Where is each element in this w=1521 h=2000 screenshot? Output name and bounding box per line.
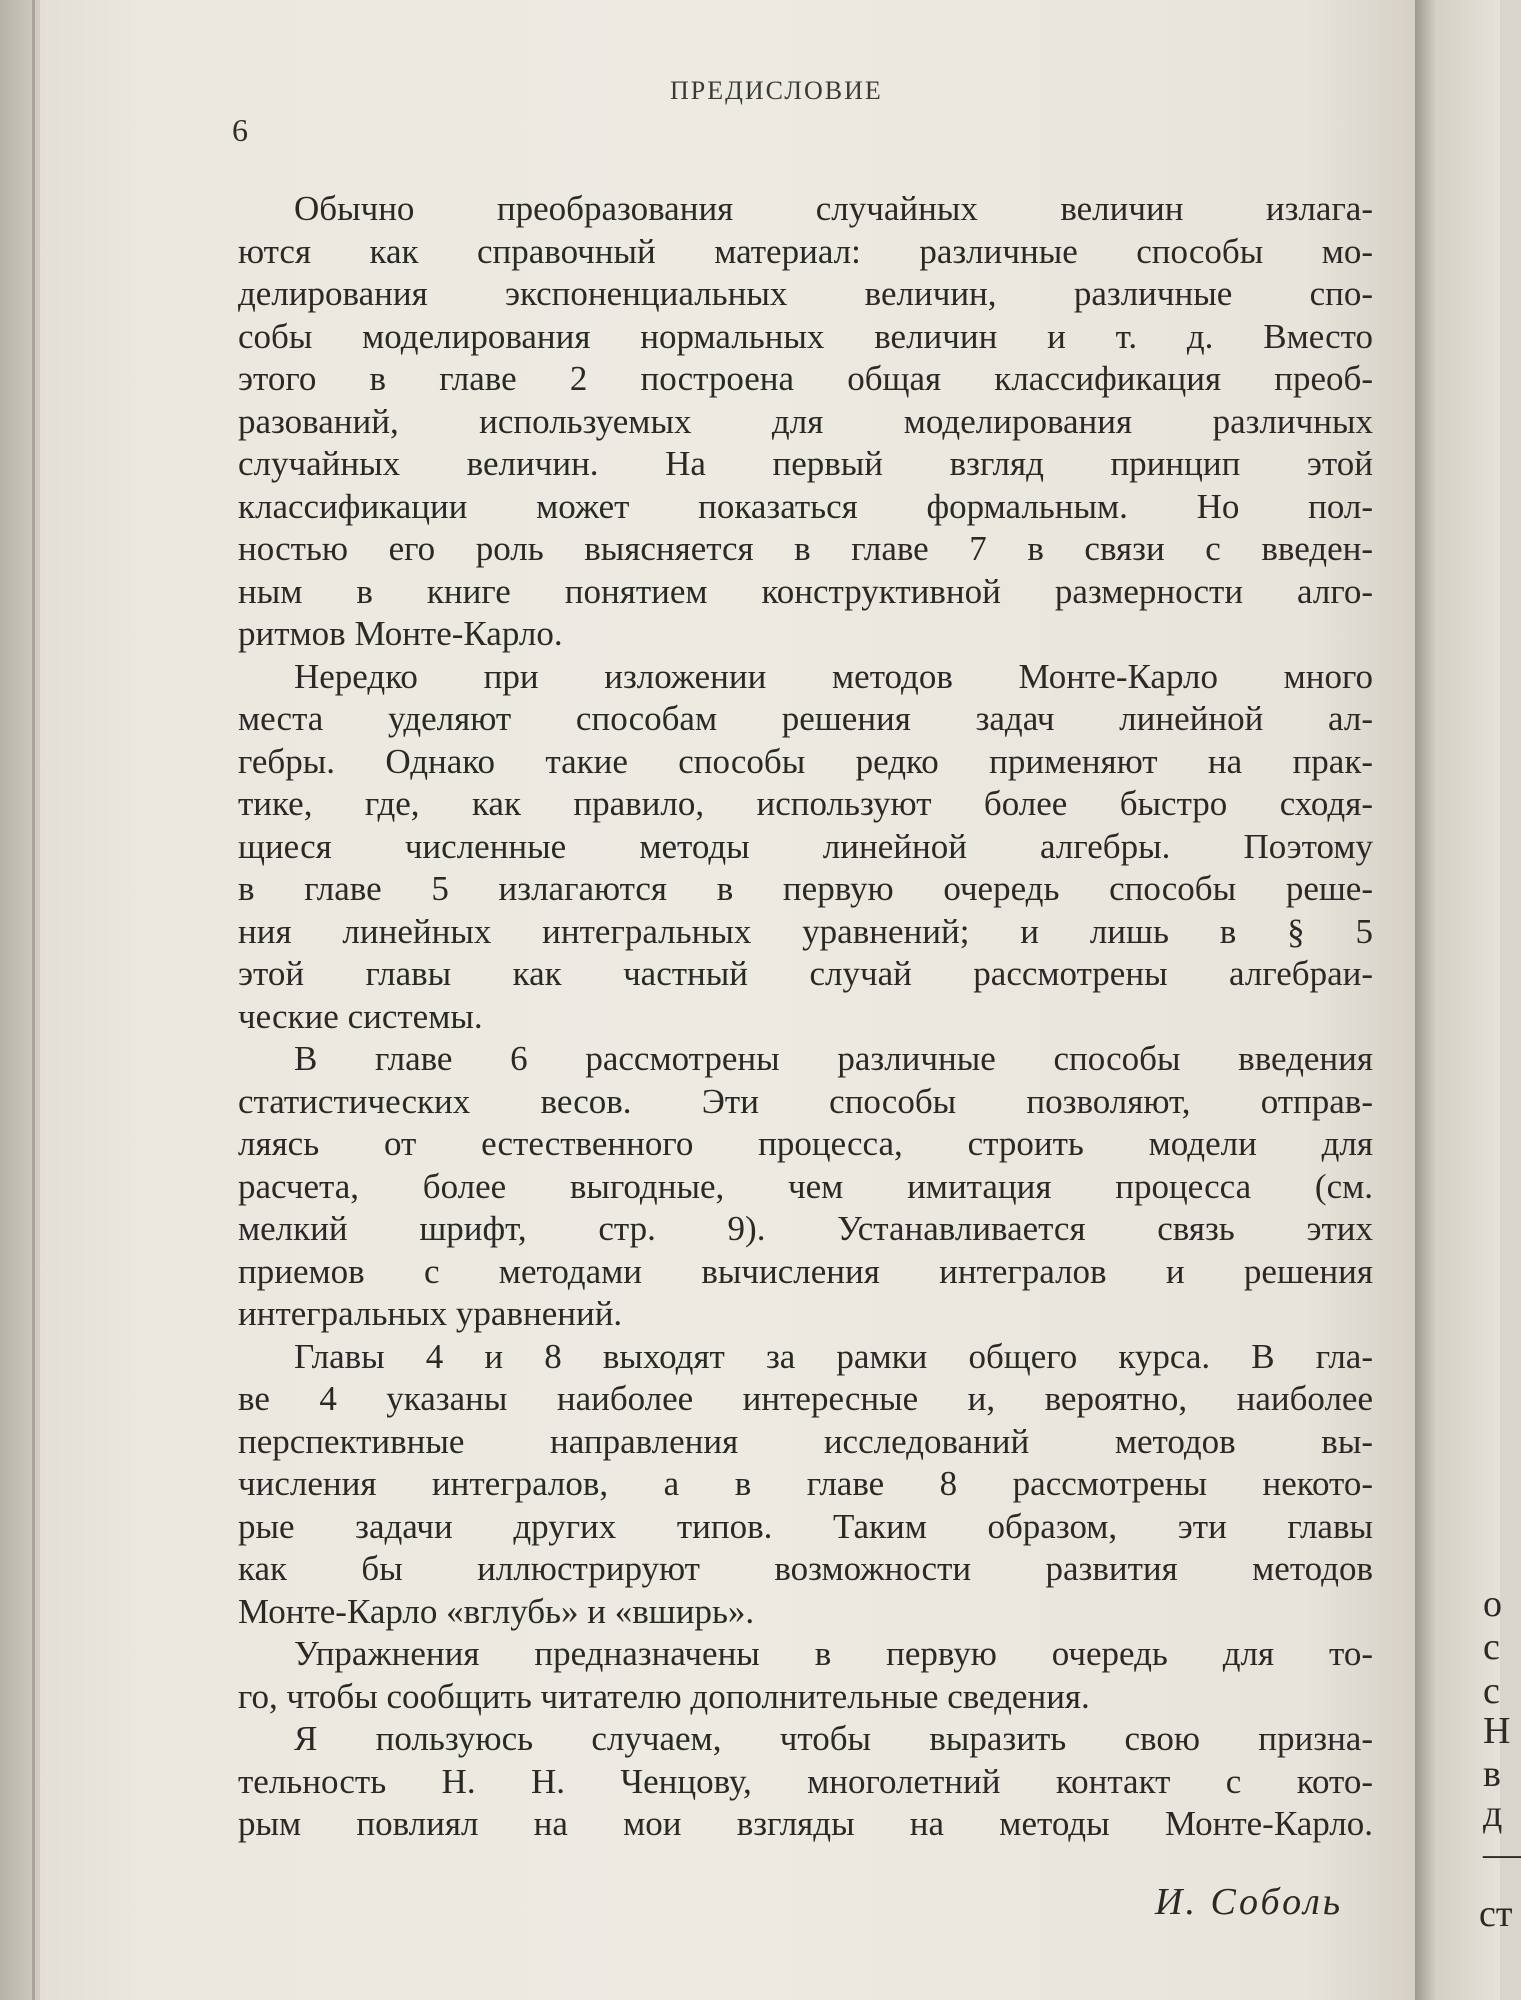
paragraph	[238, 1336, 1373, 1634]
text-line: Упражнения предназначены в первую очередь для то-	[294, 1634, 1373, 1673]
text-line: собы моделирования нормальных величин и т. д. Вместо	[238, 316, 1373, 356]
adjacent-page-fragment: с	[1483, 1670, 1500, 1712]
spine-edge	[32, 0, 35, 2000]
adjacent-page-fragment: Н	[1483, 1710, 1511, 1752]
text-line: Обычно преобразования случайных величин излага-	[294, 189, 1373, 228]
text-line: Главы 4 и 8 выходят за рамки общего курса. В гла-	[294, 1336, 1373, 1376]
text-line: ния линейных интегральных уравнений; и лишь в § 5	[238, 911, 1373, 951]
text-line: ным в книге понятием конструктивной размерности алго-	[238, 571, 1373, 611]
adjacent-page-fragment: с	[1483, 1626, 1500, 1668]
text-line: перспективные направления исследований методов вы-	[238, 1421, 1373, 1461]
text-line: Монте-Карло «вглубь» и «вширь».	[238, 1591, 755, 1631]
text-line: мелкий шрифт, стр. 9). Устанавливается связь этих	[238, 1209, 1373, 1248]
text-line: делирования экспоненциальных величин, различные спо-	[238, 274, 1373, 313]
text-line: ляясь от естественного процесса, строить модели для	[238, 1124, 1373, 1163]
paragraph	[238, 1633, 1373, 1718]
text-line: как бы иллюстрируют возможности развития методов	[238, 1549, 1373, 1588]
text-line: статистических весов. Эти способы позволяют, отправ-	[238, 1081, 1373, 1121]
text-line: этого в главе 2 построена общая классификация преоб-	[238, 359, 1373, 398]
text-line: рым повлиял на мои взгляды на методы Монте-Карло.	[238, 1804, 1373, 1843]
text-line: ются как справочный материал: различные способы мо-	[238, 231, 1373, 271]
text-line: этой главы как частный случай рассмотрены алгебраи-	[238, 954, 1373, 993]
paragraph	[238, 188, 1373, 656]
text-line: случайных величин. На первый взгляд принцип этой	[238, 444, 1373, 483]
text-line: гебры. Однако такие способы редко применяют на прак-	[238, 741, 1373, 781]
text-line: приемов с методами вычисления интегралов и решения	[238, 1251, 1373, 1291]
text-line: ве 4 указаны наиболее интересные и, вероятно, наиболее	[238, 1379, 1373, 1418]
text-line: тике, где, как правило, используют более быстро сходя-	[238, 784, 1373, 823]
text-line: тельность Н. Н. Ченцову, многолетний контакт с кото-	[238, 1761, 1373, 1801]
adjacent-page-fragment: д	[1483, 1793, 1503, 1835]
adjacent-page-fragment: о	[1483, 1583, 1502, 1625]
text-line: рые задачи других типов. Таким образом, эти главы	[238, 1506, 1373, 1546]
text-line: ритмов Монте-Карло.	[238, 614, 563, 653]
text-line: расчета, более выгодные, чем имитация процесса (см.	[238, 1166, 1373, 1206]
body-text	[238, 188, 1373, 1846]
text-line: Я пользуюсь случаем, чтобы выразить свою призна-	[294, 1719, 1373, 1758]
text-line: ностью его роль выясняется в главе 7 в связи с введен-	[238, 529, 1373, 568]
text-line: разований, используемых для моделирования различных	[238, 401, 1373, 441]
text-line: В главе 6 рассмотрены различные способы введения	[294, 1039, 1373, 1078]
text-line: классификации может показаться формальным. Но пол-	[238, 486, 1373, 526]
text-line: интегральных уравнений.	[238, 1294, 623, 1333]
adjacent-page-edge	[1415, 0, 1521, 2000]
page-number: 6	[232, 112, 248, 148]
running-head: ПРЕДИСЛОВИЕ	[670, 76, 883, 105]
adjacent-page-fragment: ст	[1479, 1893, 1513, 1935]
text-line: Нередко при изложении методов Монте-Карло много	[294, 656, 1373, 696]
text-line: щиеся численные методы линейной алгебры. Поэтому	[238, 826, 1373, 866]
text-line: числения интегралов, а в главе 8 рассмотрены некото-	[238, 1464, 1373, 1503]
paragraph	[238, 1718, 1373, 1846]
text-line: ческие системы.	[238, 996, 483, 1036]
adjacent-page-fragment: —	[1483, 1833, 1521, 1875]
adjacent-page-fragment: в	[1483, 1753, 1501, 1795]
author-signature: И. Соболь	[1155, 1881, 1344, 1923]
paragraph	[238, 656, 1373, 1039]
text-line: места уделяют способам решения задач линейной ал-	[238, 699, 1373, 738]
text-line: го, чтобы сообщить читателю дополнительные сведения.	[238, 1676, 1090, 1716]
paragraph	[238, 1038, 1373, 1336]
text-line: в главе 5 излагаются в первую очередь способы реше-	[238, 869, 1373, 908]
